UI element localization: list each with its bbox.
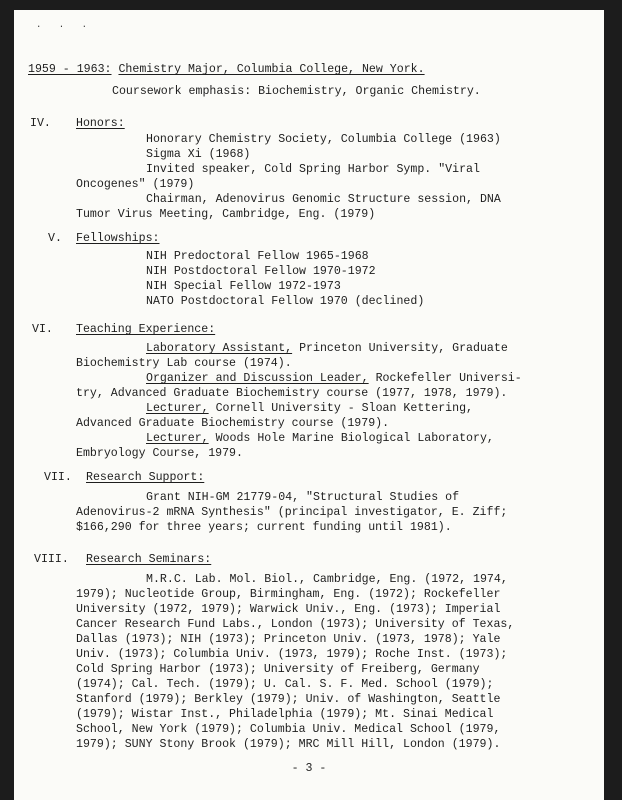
teaching-detail: Cornell University - Sloan Kettering, (208, 402, 474, 415)
fellowships-number: V. (48, 232, 62, 245)
teaching-entry-line: try, Advanced Graduate Biochemistry course (1977, 1978, 1979). (76, 387, 508, 400)
seminar-line: Dallas (1973); NIH (1973); Princeton Univ. (1973, 1978); Yale (76, 633, 501, 646)
seminar-line: (1979); Wistar Inst., Philadelphia (1979); Mt. Sinai Medical (76, 708, 494, 721)
seminar-line: Cold Spring Harbor (1973); University of Freiberg, Germany (76, 663, 480, 676)
document-page (14, 10, 604, 800)
page-number: - 3 - (291, 762, 327, 775)
honors-line: Chairman, Adenovirus Genomic Structure session, DNA (146, 193, 501, 206)
seminar-line: Stanford (1979); Berkley (1979); Univ. of Washington, Seattle (76, 693, 501, 706)
teaching-entry-line (146, 371, 522, 387)
seminars-number: VIII. (34, 553, 69, 566)
teaching-entry-line: Biochemistry Lab course (1974). (76, 357, 292, 370)
fellowship-line: NIH Special Fellow 1972-1973 (146, 280, 341, 293)
education-years: 1959 - 1963: (28, 63, 112, 76)
teaching-number: VI. (32, 323, 53, 336)
teaching-detail: Princeton University, Graduate (292, 342, 508, 355)
teaching-role: Laboratory Assistant, (146, 342, 293, 355)
teaching-role: Lecturer, (146, 402, 209, 415)
teaching-role: Lecturer, (146, 432, 209, 445)
support-line: $166,290 for three years; current funding until 1981). (76, 521, 452, 534)
fellowship-line: NIH Predoctoral Fellow 1965-1968 (146, 250, 369, 263)
scan-specks: · · · (36, 22, 94, 32)
honors-line: Honorary Chemistry Society, Columbia College (1963) (146, 133, 501, 146)
teaching-entry-line (146, 341, 508, 357)
fellowship-line: NATO Postdoctoral Fellow 1970 (declined) (146, 295, 425, 308)
seminar-line: Cancer Research Fund Labs., London (1973); University of Texas, (76, 618, 515, 631)
honors-line: Sigma Xi (1968) (146, 148, 251, 161)
teaching-entry-line (146, 401, 473, 417)
honors-line: Tumor Virus Meeting, Cambridge, Eng. (1979) (76, 208, 376, 221)
teaching-entry-line: Embryology Course, 1979. (76, 447, 243, 460)
seminar-line: (1974); Cal. Tech. (1979); U. Cal. S. F. Med. School (1979); (76, 678, 494, 691)
seminar-line: School, New York (1979); Columbia Univ. Medical School (1979, (76, 723, 501, 736)
fellowships-heading: Fellowships: (76, 232, 160, 245)
teaching-entry-line (146, 431, 494, 447)
teaching-role: Organizer and Discussion Leader, (146, 372, 369, 385)
seminar-line: 1979); Nucleotide Group, Birmingham, Eng. (1972); Rockefeller (76, 588, 501, 601)
honors-line: Invited speaker, Cold Spring Harbor Symp. "Viral (146, 163, 480, 176)
teaching-entry-line: Advanced Graduate Biochemistry course (1979). (76, 417, 390, 430)
seminars-heading: Research Seminars: (86, 553, 212, 566)
seminar-line: 1979); SUNY Stony Brook (1979); MRC Mill Hill, London (1979). (76, 738, 501, 751)
teaching-detail: Rockefeller Universi- (368, 372, 522, 385)
seminar-line: University (1972, 1979); Warwick Univ., Eng. (1973); Imperial (76, 603, 501, 616)
seminar-line: Univ. (1973); Columbia Univ. (1973, 1979); Roche Inst. (1973); (76, 648, 508, 661)
support-line: Adenovirus-2 mRNA Synthesis" (principal investigator, E. Ziff; (76, 506, 508, 519)
education-line (28, 62, 425, 78)
support-number: VII. (44, 471, 72, 484)
honors-line: Oncogenes" (1979) (76, 178, 195, 191)
honors-heading: Honors: (76, 117, 125, 130)
support-heading: Research Support: (86, 471, 205, 484)
teaching-heading: Teaching Experience: (76, 323, 216, 336)
education-degree: Chemistry Major, Columbia College, New York. (118, 63, 425, 76)
seminar-line: M.R.C. Lab. Mol. Biol., Cambridge, Eng. (1972, 1974, (146, 573, 508, 586)
teaching-detail: Woods Hole Marine Biological Laboratory, (208, 432, 494, 445)
coursework-line: Coursework emphasis: Biochemistry, Organic Chemistry. (112, 85, 481, 98)
honors-number: IV. (30, 117, 51, 130)
support-line: Grant NIH-GM 21779-04, "Structural Studies of (146, 491, 460, 504)
fellowship-line: NIH Postdoctoral Fellow 1970-1972 (146, 265, 376, 278)
